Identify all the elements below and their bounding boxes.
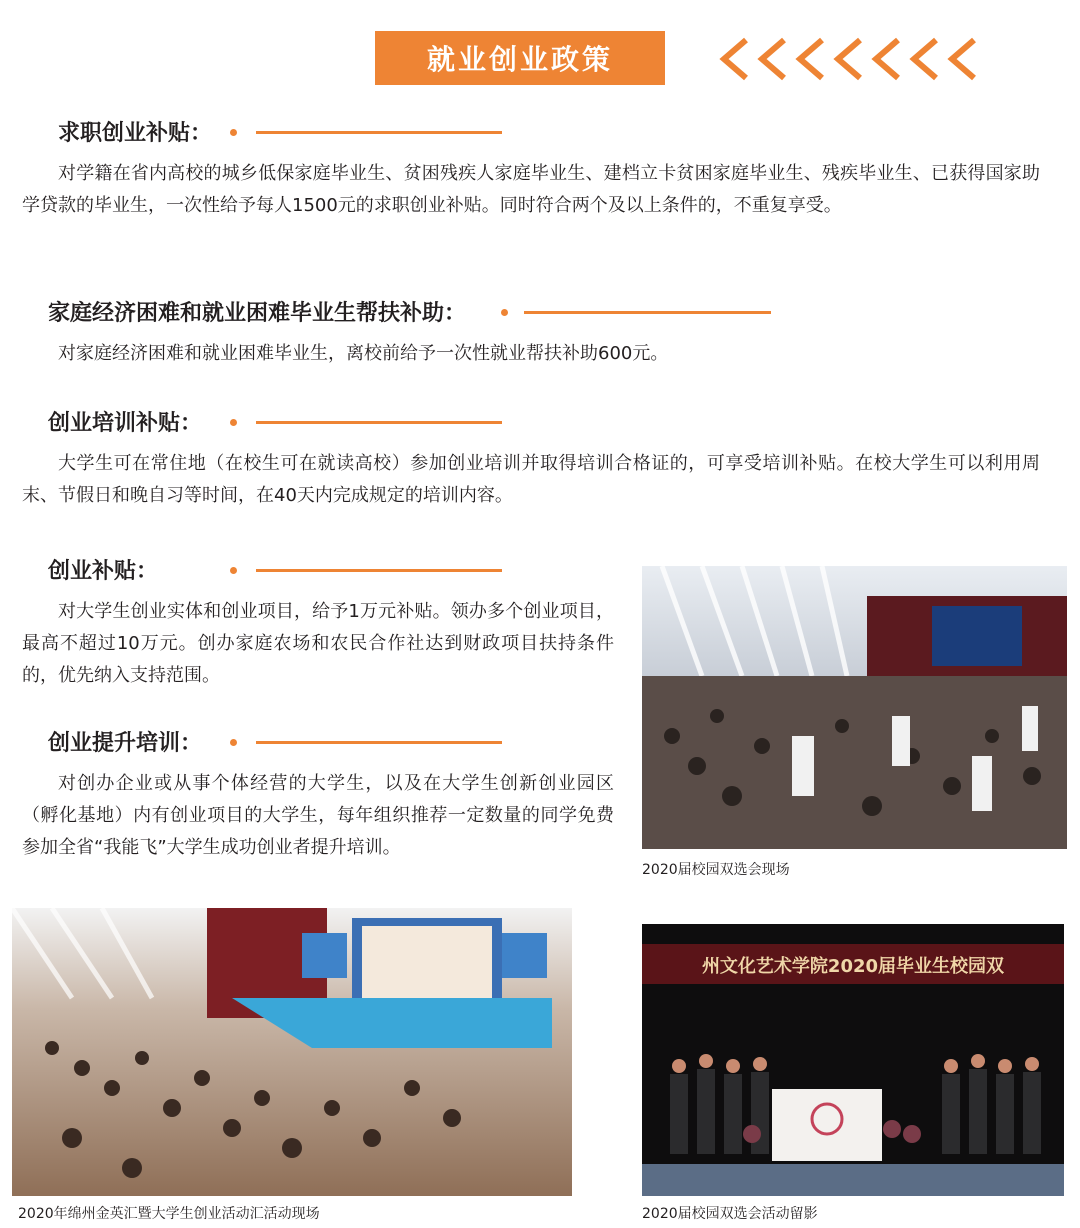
photo-caption-entrepreneurship-event: 2020年绵州金英汇暨大学生创业活动汇活动现场 xyxy=(18,1206,320,1222)
section-dot xyxy=(501,309,508,316)
section-body-advanced-training: 对创办企业或从事个体经营的大学生，以及在大学生创新创业园区（孵化基地）内有创业项目的大学生，每年组织推荐一定数量的同学免费参加全省“我能飞”大学生成功创业者提升培训。 xyxy=(22,773,614,858)
section-rule xyxy=(256,741,502,744)
photo-caption-group-photo: 2020届校园双选会活动留影 xyxy=(642,1206,818,1222)
banner-title: 就业创业政策 xyxy=(426,43,613,76)
section-body-job-subsidy: 对学籍在省内高校的城乡低保家庭毕业生、贫困残疾人家庭毕业生、建档立卡贫困家庭毕业生、残疾毕业生、已获得国家助学贷款的毕业生，一次性给予每人1500元的求职创业补贴。同时符合两个及以上条件的，不重复享受。 xyxy=(22,163,1040,216)
section-body-hardship-aid: 对家庭经济困难和就业困难毕业生，离校前给予一次性就业帮扶补助600元。 xyxy=(58,343,669,364)
section-title-startup-subsidy: 创业补贴： xyxy=(48,559,159,584)
section-title-advanced-training: 创业提升培训： xyxy=(48,731,203,756)
photo-group-photo xyxy=(642,924,1064,1196)
section-body-startup-subsidy: 对大学生创业实体和创业项目，给予1万元补贴。领办多个创业项目，最高不超过10万元。创办家庭农场和农民合作社达到财政项目扶持条件的，优先纳入支持范围。 xyxy=(22,601,614,686)
section-title-job-subsidy: 求职创业补贴： xyxy=(58,121,213,146)
photo-caption-job-fair: 2020届校园双选会现场 xyxy=(642,862,790,878)
section-banner xyxy=(375,31,665,85)
section-title-training-subsidy: 创业培训补贴： xyxy=(48,411,203,436)
section-rule xyxy=(256,569,502,572)
photo-job-fair xyxy=(642,566,1067,849)
section-dot xyxy=(230,419,237,426)
photo-entrepreneurship-event xyxy=(12,908,572,1196)
section-dot xyxy=(230,129,237,136)
chevron-left-decoration-icon xyxy=(718,36,998,82)
section-rule xyxy=(256,131,502,134)
section-rule xyxy=(524,311,771,314)
section-dot xyxy=(230,739,237,746)
section-body-training-subsidy: 大学生可在常住地（在校生可在就读高校）参加创业培训并取得培训合格证的，可享受培训补贴。在校大学生可以利用周末、节假日和晚自习等时间，在40天内完成规定的培训内容。 xyxy=(22,453,1040,506)
section-dot xyxy=(230,567,237,574)
section-rule xyxy=(256,421,502,424)
photo-banner-text: 州文化艺术学院2020届毕业生校园双 xyxy=(701,956,1005,977)
section-title-hardship-aid: 家庭经济困难和就业困难毕业生帮扶补助： xyxy=(48,301,467,326)
